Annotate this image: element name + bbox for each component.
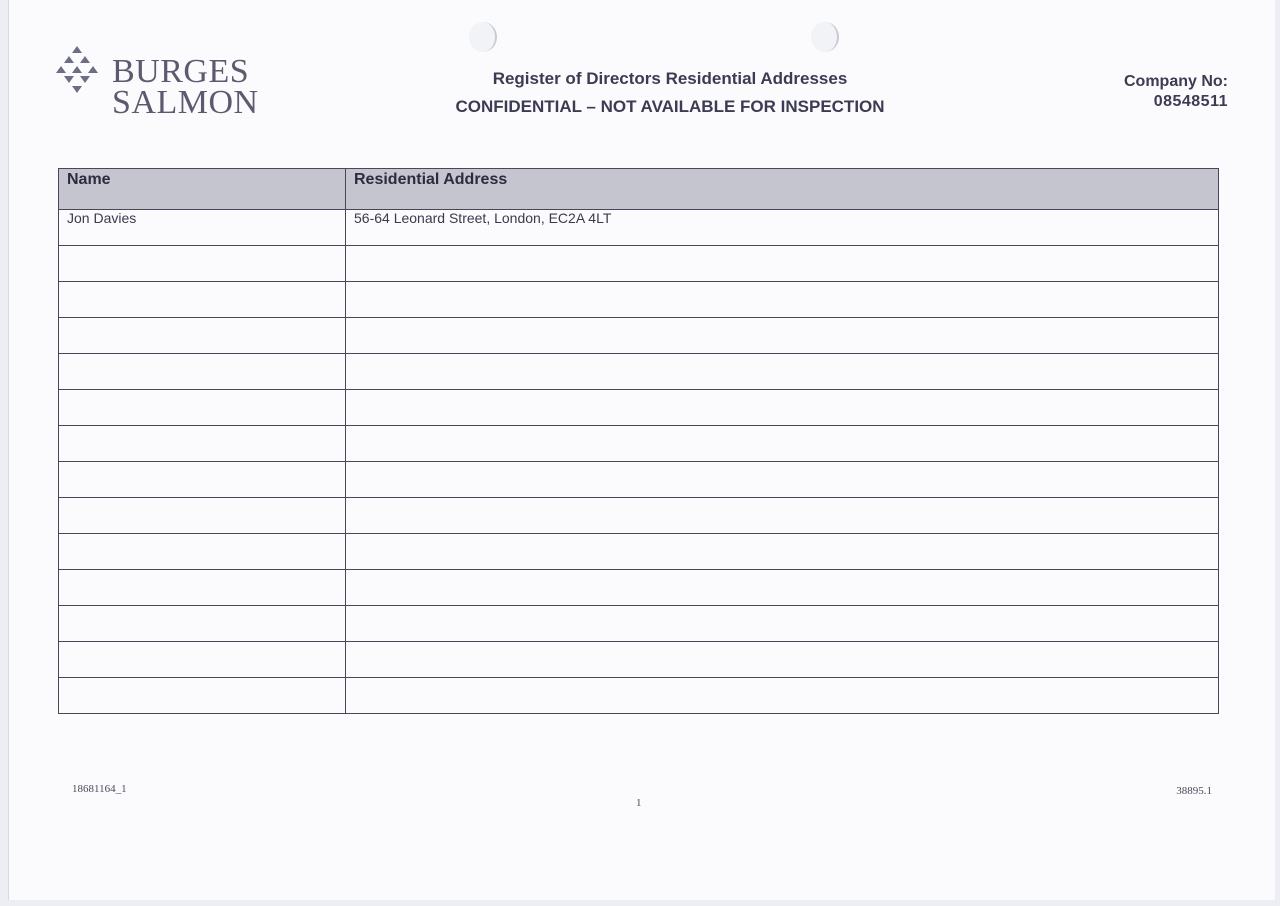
table-row xyxy=(59,210,1219,246)
column-header-address: Residential Address xyxy=(346,169,1219,210)
director-name-cell xyxy=(59,498,346,534)
page-number: 1 xyxy=(636,797,642,809)
logo-wordmark xyxy=(112,53,259,121)
residential-address-cell xyxy=(346,678,1219,714)
residential-address-cell xyxy=(346,462,1219,498)
director-name-cell xyxy=(59,606,346,642)
director-name-cell xyxy=(59,282,346,318)
logo-line-2: SALMON xyxy=(112,84,259,121)
logo-line-1: BURGES xyxy=(112,53,250,90)
form-reference: 38895.1 xyxy=(1176,785,1212,797)
residential-address-cell xyxy=(346,390,1219,426)
company-number-block xyxy=(1124,72,1228,112)
residential-address-cell xyxy=(346,354,1219,390)
table-row xyxy=(59,498,1219,534)
residential-address-cell xyxy=(346,318,1219,354)
director-name-cell xyxy=(59,246,346,282)
table-row xyxy=(59,534,1219,570)
table-row xyxy=(59,426,1219,462)
directors-address-table xyxy=(58,168,1219,714)
residential-address-cell xyxy=(346,534,1219,570)
page-title: Register of Directors Residential Addresses xyxy=(492,69,848,88)
table-row xyxy=(59,354,1219,390)
director-name-cell xyxy=(59,678,346,714)
director-name-cell xyxy=(59,642,346,678)
table-row xyxy=(59,246,1219,282)
director-name-cell xyxy=(59,426,346,462)
company-number: 08548511 xyxy=(1153,93,1228,110)
table-header-row xyxy=(59,169,1219,210)
table-row xyxy=(59,642,1219,678)
residential-address-cell xyxy=(346,246,1219,282)
table-row xyxy=(59,570,1219,606)
table-row xyxy=(59,606,1219,642)
table-row xyxy=(59,318,1219,354)
director-name-cell xyxy=(59,534,346,570)
table-row xyxy=(59,462,1219,498)
residential-address-cell: 56-64 Leonard Street, London, EC2A 4LT xyxy=(346,210,1219,246)
logo-diamond-icon xyxy=(52,46,102,98)
residential-address-cell xyxy=(346,498,1219,534)
column-header-name: Name xyxy=(59,169,346,210)
residential-address-cell xyxy=(346,642,1219,678)
punch-hole xyxy=(469,22,497,52)
residential-address-cell xyxy=(346,570,1219,606)
director-name-cell xyxy=(59,390,346,426)
residential-address-cell xyxy=(346,606,1219,642)
table-row xyxy=(59,678,1219,714)
director-name-cell xyxy=(59,318,346,354)
residential-address-cell xyxy=(346,282,1219,318)
confidential-notice: CONFIDENTIAL – NOT AVAILABLE FOR INSPECTION xyxy=(455,97,885,116)
director-name-cell xyxy=(59,462,346,498)
director-name-cell xyxy=(59,354,346,390)
company-number-label: Company No: xyxy=(1124,73,1228,90)
table-row xyxy=(59,390,1219,426)
punch-hole xyxy=(811,22,839,52)
director-name-cell xyxy=(59,570,346,606)
director-name-cell: Jon Davies xyxy=(59,210,346,246)
document-reference: 18681164_1 xyxy=(72,783,127,795)
residential-address-cell xyxy=(346,426,1219,462)
table-row xyxy=(59,282,1219,318)
